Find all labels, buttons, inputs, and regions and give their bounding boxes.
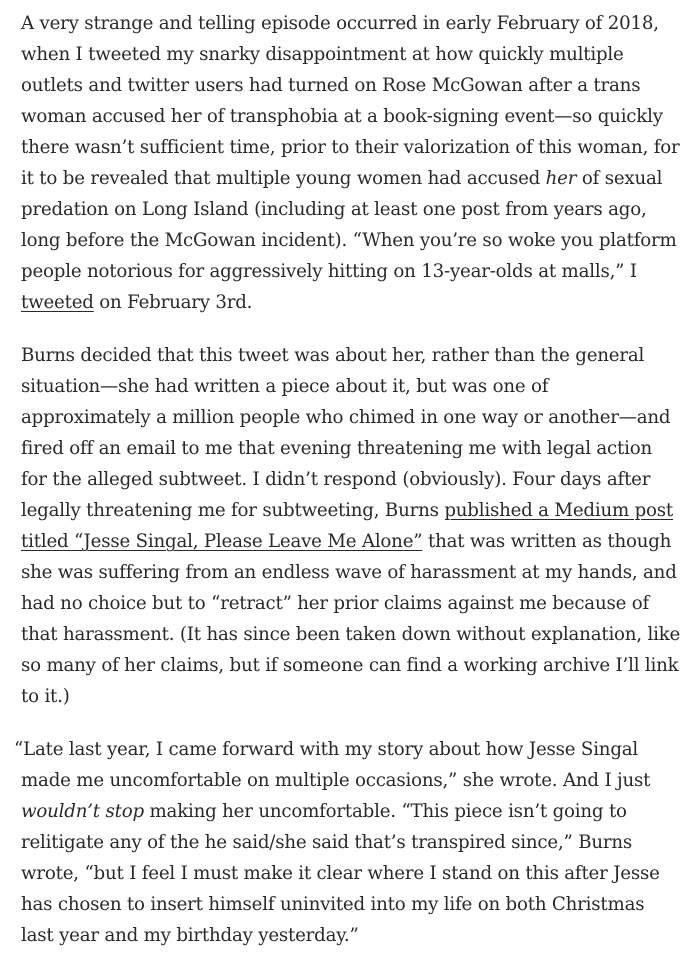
paragraph-1-text-a: A very strange and telling episode occurred in early February of 2018, when I tweeted my snarky disappointment at how quickly multiple outlets and twitter users had turned on Rose McGowan after a trans woman accused her of transphobia at a book-signing event—so quickly there wasn’t sufficient time, prior to their valorization of this woman, for it to be revealed that multiple young women had accused <box>21 13 680 189</box>
medium-post-link[interactable]: published a Medium post titled “Jesse Singal, Please Leave Me Alone” <box>21 500 674 552</box>
paragraph-3 <box>14 734 681 951</box>
paragraph-3-emphasis: wouldn’t stop <box>21 801 144 822</box>
tweeted-link[interactable]: tweeted <box>21 292 94 313</box>
paragraph-1-text-c: on February 3rd. <box>93 292 253 313</box>
paragraph-3-text-a: “Late last year, I came forward with my story about how Jesse Singal made me uncomfortable on multiple occasions,” she wrote. And I just <box>14 739 651 791</box>
paragraph-3-text-b: making her uncomfortable. “This piece isn’t going to relitigate any of the he said/she said that’s transpired since,” Burns wrote, “but I feel I must make it clear where I stand on this after Jesse has chosen to insert himself uninvited into my life on both Christmas last year and my birthday yesterday.” <box>21 801 660 946</box>
paragraph-2 <box>21 340 681 712</box>
paragraph-1-emphasis: her <box>545 168 577 189</box>
paragraph-2-text-a: Burns decided that this tweet was about her, rather than the general situation—she had written a piece about it, but was one of approximately a million people who chimed in one way or another—and fired off an email to me that evening threatening me with legal action for the alleged subtweet. I didn’t respond (obviously). Four days after legally threatening me for subtweeting, Burns <box>21 345 671 521</box>
paragraph-1-text-b: of sexual predation on Long Island (including at least one post from years ago, long before the McGowan incident). “When you’re so woke you platform people notorious for aggressively hitting on 13-year-olds at malls,” I <box>21 168 677 282</box>
article-body <box>14 8 681 973</box>
paragraph-1 <box>21 8 681 318</box>
paragraph-2-text-b: that was written as though she was suffering from an endless wave of harassment at my hands, and had no choice but to “retract” her prior claims against me because of that harassment. (It has since been taken down without explanation, like so many of her claims, but if someone can find a working archive I’ll link to it.) <box>21 531 681 707</box>
